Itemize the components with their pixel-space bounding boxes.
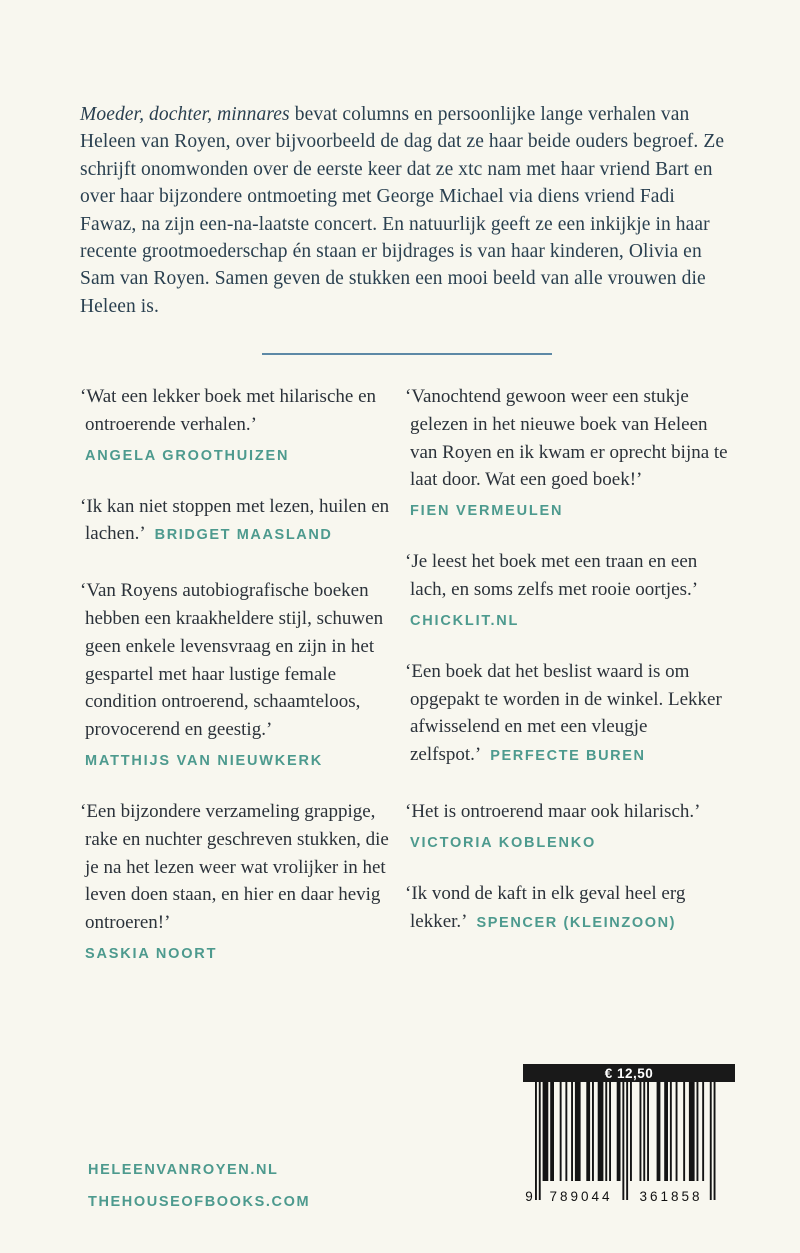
quote-matthijs-van-nieuwkerk [80, 577, 400, 771]
quote-attribution: CHICKLIT.NL [410, 612, 520, 629]
quote-text: ‘Je leest het boek met een traan en een lach, en soms zelfs met rooie oortjes.’ [405, 551, 699, 600]
quote-text: ‘Vanochtend gewoon weer een stukje gelezen in het nieuwe boek van Heleen van Royen en ik kwam er oprecht bijna te laat door. Wat een goed boek!’ [405, 386, 728, 491]
quote-fien-vermeulen [405, 383, 729, 521]
quote-text: ‘Een bijzondere verzameling grappige, rake en nuchter geschreven stukken, die je na het lezen weer wat vrolijker in het leven doen staan, en hier en daar hevig ontroeren!’ [80, 800, 389, 934]
author-website: HELEENVANROYEN.NL [88, 1162, 279, 1178]
quote-text: ‘Een boek dat het beslist waard is om opgepakt te worden in de winkel. Lekker afwisselend en met een vleugje zelfspot.’ [405, 660, 722, 766]
ean13-barcode [523, 1082, 735, 1204]
publisher-website: THEHOUSEOFBOOKS.COM [88, 1194, 311, 1210]
price-label: € 12,50 [604, 1065, 654, 1081]
quote-angela-groothuizen [80, 383, 400, 466]
quote-perfecte-buren [405, 658, 729, 771]
quote-attribution: FIEN VERMEULEN [410, 503, 564, 520]
barcode-block [523, 1064, 735, 1204]
price-band [523, 1064, 735, 1082]
barcode-bars [523, 1082, 735, 1204]
book-title: Moeder, dochter, minnares [80, 104, 290, 125]
section-divider-line [262, 353, 552, 355]
quotes-column-right [405, 383, 729, 991]
quote-chicklit-nl [405, 548, 729, 631]
quote-text: ‘Ik vond de kaft in elk geval heel erg lekker.’ [405, 882, 686, 932]
back-cover-blurb [80, 101, 734, 320]
quote-attribution: PERFECTE BUREN [490, 748, 646, 765]
quotes-section [80, 383, 729, 991]
blurb-text: bevat columns en persoonlijke lange verhalen van Heleen van Royen, over bijvoorbeeld de dag dat ze haar beide ouders begroef. Ze schrijft onomwonden over de eerste keer dat ze xtc nam met haar vriend Bart en over haar bijzondere ontmoeting met George Michael via diens vriend Fadi Fawaz, na zijn een-na-laatste concert. En natuurlijk geeft ze een inkijkje in haar recente grootmoederschap én staan er bijdrages is van haar kinderen, Olivia en Sam van Royen. Samen geven de stukken een mooi beeld van alle vrouwen die Heleen is. [80, 104, 725, 317]
quote-attribution: SPENCER (KLEINZOON) [476, 914, 677, 931]
quote-attribution: SASKIA NOORT [85, 945, 218, 962]
quote-attribution: VICTORIA KOBLENKO [410, 834, 597, 851]
quote-attribution: BRIDGET MAASLAND [154, 527, 333, 544]
quote-attribution: ANGELA GROOTHUIZEN [85, 447, 290, 464]
quote-saskia-noort [80, 798, 400, 964]
quote-text: ‘Wat een lekker boek met hilarische en ontroerende verhalen.’ [80, 386, 377, 435]
quotes-column-left [80, 383, 400, 991]
isbn-group-1: 789044 [549, 1189, 613, 1204]
quote-spencer-kleinzoon [405, 880, 729, 938]
isbn-group-2: 361858 [639, 1189, 703, 1204]
quote-victoria-koblenko [405, 798, 729, 853]
isbn-group-0: 9 [525, 1189, 533, 1204]
quote-attribution: MATTHIJS VAN NIEUWKERK [85, 752, 324, 769]
quote-text: ‘Van Royens autobiografische boeken hebben een kraakheldere stijl, schuwen geen enkele levensvraag en zijn in het gespartel met haar lustige female condition ontroerend, schaamteloos, provocerend en geestig.’ [80, 580, 384, 741]
quote-text: ‘Ik kan niet stoppen met lezen, huilen en lachen.’ [80, 495, 390, 545]
quote-text: ‘Het is ontroerend maar ook hilarisch.’ [405, 800, 701, 822]
quote-bridget-maasland [80, 493, 400, 551]
publisher-links [88, 1154, 310, 1218]
